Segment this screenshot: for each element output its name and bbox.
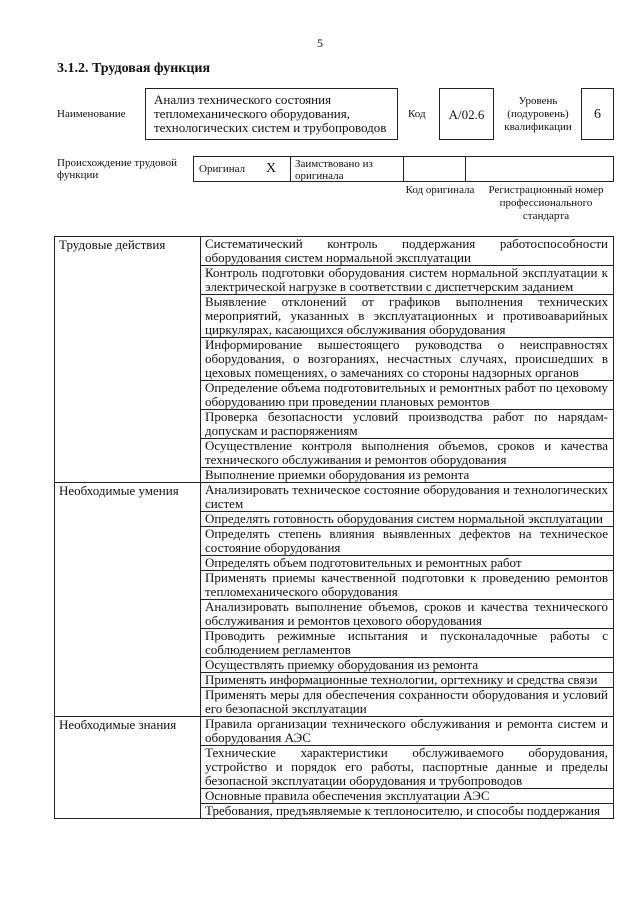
origin-code-cell <box>404 157 466 181</box>
level-value-box: 6 <box>581 88 614 140</box>
list-item: Информирование вышестоящего руководства о неисправностях оборудования, о возгораниях, несчастных случаях, происшедших в цеховых помещениях, о замечаниях со стороны надзорных органов <box>201 338 614 381</box>
list-item: Осуществление контроля выполнения объемов, сроков и качества технического обслуживания и ремонтов оборудования <box>201 439 614 468</box>
origin-label: Происхождение трудовой функции <box>57 157 178 181</box>
list-item: Требования, предъявляемые к теплоносителю, и способы поддержания <box>201 804 614 819</box>
list-item: Проводить режимные испытания и пусконаладочные работы с соблюдением регламентов <box>201 629 614 658</box>
list-item: Применять информационные технологии, оргтехнику и средства связи <box>201 673 614 688</box>
reg-number-caption: Регистрационный номер профессионального стандарта <box>488 184 604 222</box>
list-item: Определять готовность оборудования систем нормальной эксплуатации <box>201 512 614 527</box>
origin-borrowed-cell <box>291 157 404 181</box>
list-item: Контроль подготовки оборудования систем нормальной эксплуатации к электрической нагрузке в соответствии с диспетчерским заданием <box>201 266 614 295</box>
section-title: Необходимые умения <box>55 483 201 717</box>
list-item: Выявление отклонений от графиков выполнения технических мероприятий, указанных в эксплуатационных и противоаварийных циркулярах, касающихся обслуживания оборудования <box>201 295 614 338</box>
list-item: Определение объема подготовительных и ремонтных работ по цеховому оборудованию при проведении плановых ремонтов <box>201 381 614 410</box>
level-label: Уровень (подуровень) квалификации <box>504 95 572 133</box>
table-row <box>55 717 614 746</box>
list-item: Систематический контроль поддержания работоспособности оборудования систем нормальной эксплуатации <box>201 237 614 266</box>
code-original-caption: Код оригинала <box>405 184 475 196</box>
name-label: Наименование <box>57 108 126 120</box>
list-item: Определять степень влияния выявленных дефектов на техническое состояние оборудования <box>201 527 614 556</box>
origin-reg-cell <box>466 157 613 181</box>
list-item: Проверка безопасности условий производства работ по нарядам-допускам и распоряжениям <box>201 410 614 439</box>
origin-table <box>193 156 614 182</box>
function-table <box>54 236 614 819</box>
section-heading: 3.1.2. Трудовая функция <box>57 61 211 76</box>
list-item: Применять меры для обеспечения сохранности оборудования и условий его безопасной эксплуатации <box>201 688 614 717</box>
list-item: Основные правила обеспечения эксплуатации АЭС <box>201 789 614 804</box>
list-item: Анализировать выполнение объемов, сроков и качества технического обслуживания и ремонтов цехового оборудования <box>201 600 614 629</box>
list-item: Выполнение приемки оборудования из ремонта <box>201 468 614 483</box>
borrowed-label: Заимствовано из оригинала <box>295 158 373 182</box>
origin-original-cell <box>194 157 291 181</box>
list-item: Применять приемы качественной подготовки к проведению ремонтов тепломеханического оборудования <box>201 571 614 600</box>
list-item: Анализировать техническое состояние оборудования и технологических систем <box>201 483 614 512</box>
section-title: Трудовые действия <box>55 237 201 483</box>
page-number: 5 <box>317 36 323 50</box>
code-value-box: А/02.6 <box>439 88 494 140</box>
function-name-box: Анализ технического состояния тепломеханического оборудования, технологических систем и трубопроводов <box>145 88 398 140</box>
code-label: Код <box>408 108 426 120</box>
original-mark: X <box>266 161 277 176</box>
table-row <box>55 237 614 266</box>
list-item: Правила организации технического обслуживания и ремонта систем и оборудования АЭС <box>201 717 614 746</box>
original-label: Оригинал <box>199 163 246 175</box>
list-item: Определять объем подготовительных и ремонтных работ <box>201 556 614 571</box>
table-row <box>55 483 614 512</box>
list-item: Осуществлять приемку оборудования из ремонта <box>201 658 614 673</box>
section-title: Необходимые знания <box>55 717 201 819</box>
list-item: Технические характеристики обслуживаемого оборудования, устройство и порядок его работы, паспортные данные и пределы безопасной эксплуатации оборудования и трубопроводов <box>201 746 614 789</box>
